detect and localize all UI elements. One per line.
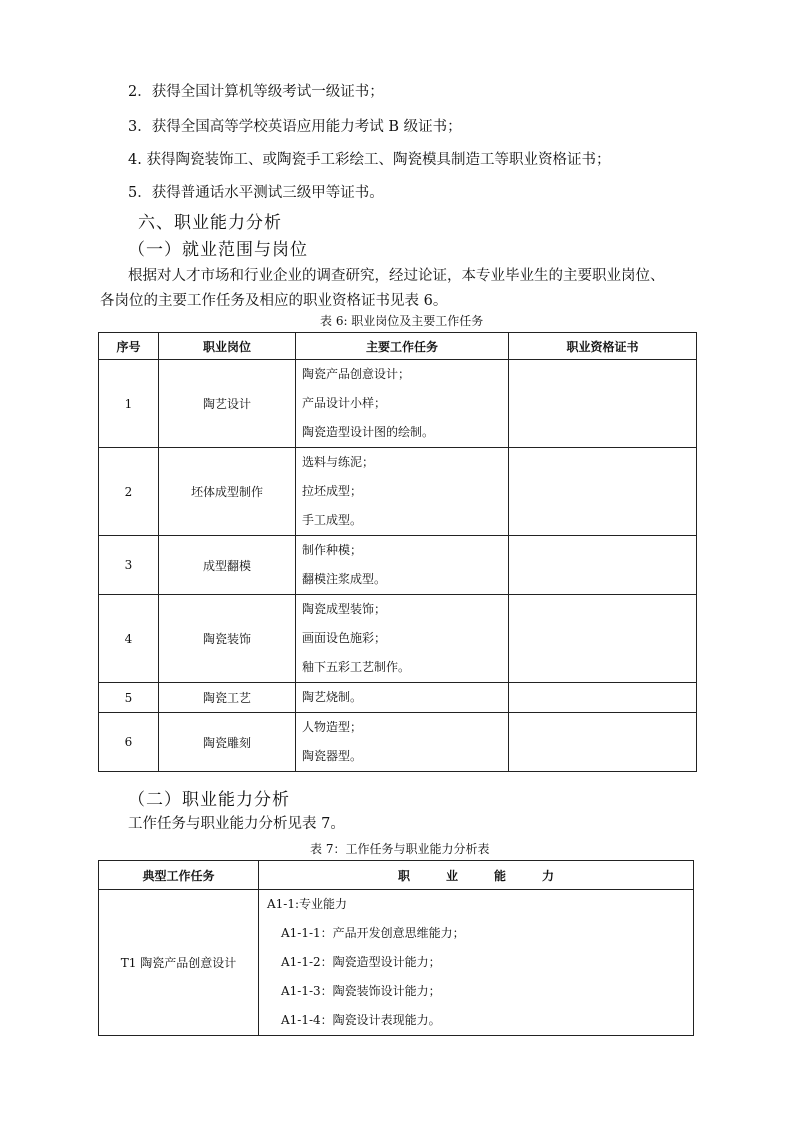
paragraph-line-1: 根据对人才市场和行业企业的调查研究，经过论证，本专业毕业生的主要职业岗位、 <box>128 268 665 284</box>
subsection-heading-2: （二）职业能力分析 <box>128 790 290 810</box>
ability-item: A1-1-2：陶瓷造型设计能力； <box>281 955 441 969</box>
task-item: 画面设色施彩； <box>302 631 387 645</box>
task-item: 选料与练泥； <box>302 455 375 469</box>
job-position: 陶瓷雕刻 <box>159 713 296 772</box>
ability-item: A1-1-3：陶瓷装饰设计能力； <box>281 984 441 998</box>
row-number: 4 <box>99 595 159 683</box>
task-item: 陶瓷器型。 <box>302 749 363 763</box>
task-item: 人物造型； <box>302 720 363 734</box>
ability-item: A1-1-1：产品开发创意思维能力； <box>281 926 465 940</box>
row-number: 2 <box>99 448 159 536</box>
table-header-row <box>99 333 697 360</box>
row-number: 1 <box>99 360 159 448</box>
table-header-row <box>99 861 694 890</box>
paragraph-line-2: 各岗位的主要工作任务及相应的职业资格证书见表 6。 <box>100 293 448 309</box>
certificate <box>509 713 697 772</box>
list-item-4: 4. 获得陶瓷装饰工、或陶瓷手工彩绘工、陶瓷模具制造工等职业资格证书； <box>128 152 611 168</box>
task-item: 釉下五彩工艺制作。 <box>302 660 411 674</box>
certificate <box>509 360 697 448</box>
list-item-3: 3．获得全国高等学校英语应用能力考试 B 级证书； <box>128 119 462 135</box>
row-number: 6 <box>99 713 159 772</box>
job-position: 坯体成型制作 <box>159 448 296 536</box>
task-item: 陶瓷产品创意设计； <box>302 367 411 381</box>
ability-analysis-table <box>98 860 694 1036</box>
ability-cell <box>259 890 694 1036</box>
header-no: 序号 <box>99 333 159 360</box>
typical-task-cell: T1 陶瓷产品创意设计 <box>99 890 259 1036</box>
header-certificate: 职业资格证书 <box>509 333 697 360</box>
section-heading: 六、职业能力分析 <box>138 213 282 233</box>
paragraph-2: 工作任务与职业能力分析见表 7。 <box>128 816 345 832</box>
main-tasks <box>296 683 509 713</box>
job-position: 陶艺设计 <box>159 360 296 448</box>
table-row <box>99 595 697 683</box>
certificate <box>509 448 697 536</box>
job-position: 陶瓷工艺 <box>159 683 296 713</box>
table-row <box>99 360 697 448</box>
task-item: 陶瓷成型装饰； <box>302 602 387 616</box>
table-row <box>99 683 697 713</box>
main-tasks <box>296 448 509 536</box>
certificate <box>509 683 697 713</box>
task-item: 陶瓷造型设计图的绘制。 <box>302 425 435 439</box>
table-row <box>99 448 697 536</box>
main-tasks <box>296 360 509 448</box>
main-tasks <box>296 595 509 683</box>
list-item-5: 5．获得普通话水平测试三级甲等证书。 <box>128 185 384 201</box>
ability-title: A1-1:专业能力 <box>267 897 348 911</box>
subsection-heading-1: （一）就业范围与岗位 <box>128 240 308 260</box>
row-number: 3 <box>99 536 159 595</box>
row-number: 5 <box>99 683 159 713</box>
table-row <box>99 713 697 772</box>
list-item-2: 2．获得全国计算机等级考试一级证书； <box>128 84 384 100</box>
certificate <box>509 536 697 595</box>
table-row <box>99 536 697 595</box>
job-positions-table <box>98 332 697 772</box>
job-position: 陶瓷装饰 <box>159 595 296 683</box>
table-row <box>99 890 694 1036</box>
main-tasks <box>296 713 509 772</box>
task-item: 拉坯成型； <box>302 484 363 498</box>
ability-item: A1-1-4：陶瓷设计表现能力。 <box>281 1013 441 1027</box>
table6-caption: 表 6: 职业岗位及主要工作任务 <box>320 314 484 328</box>
task-item: 手工成型。 <box>302 513 363 527</box>
task-item: 制作种模； <box>302 543 363 557</box>
main-tasks <box>296 536 509 595</box>
certificate <box>509 595 697 683</box>
header-tasks: 主要工作任务 <box>296 333 509 360</box>
job-position: 成型翻模 <box>159 536 296 595</box>
task-item: 产品设计小样； <box>302 396 387 410</box>
task-item: 翻模注浆成型。 <box>302 572 387 586</box>
task-item: 陶艺烧制。 <box>302 690 363 704</box>
table7-caption: 表 7：工作任务与职业能力分析表 <box>310 842 490 856</box>
header-typical-task: 典型工作任务 <box>99 861 259 890</box>
header-ability: 职 业 能 力 <box>259 861 694 890</box>
header-position: 职业岗位 <box>159 333 296 360</box>
